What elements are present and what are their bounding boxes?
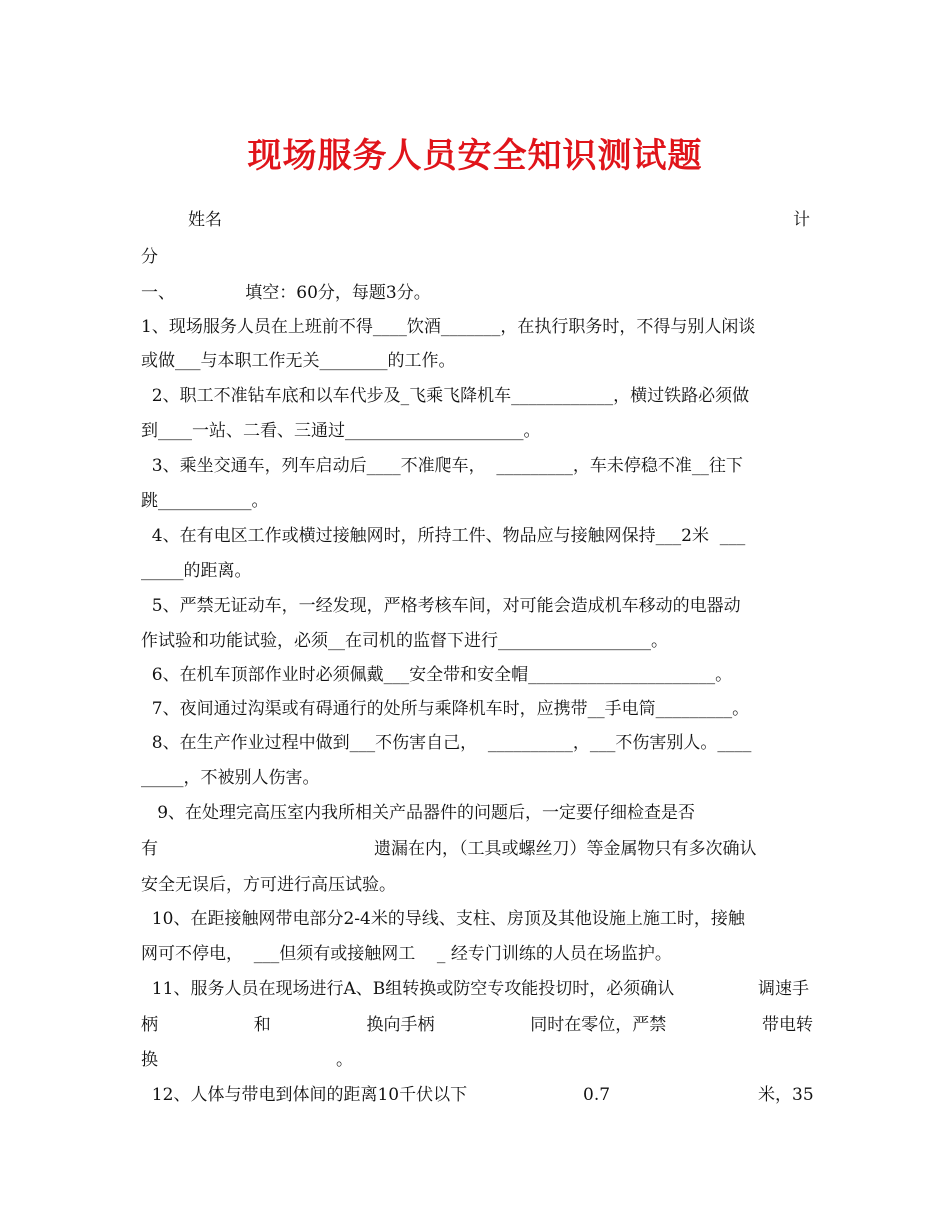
name-label: 姓名 (188, 210, 222, 230)
question-line: 调速手 (758, 979, 809, 999)
question-line: 10、在距接触网带电部分2-4米的导线、支柱、房顶及其他设施上施工时，接触 (141, 909, 745, 929)
question-line: 。 (336, 1050, 353, 1070)
question-line: 6、在机车顶部作业时必须佩戴___安全带和安全帽______________________。 (141, 665, 733, 685)
section-heading: 一、 填空：60分，每题3分。 (141, 283, 431, 303)
question-line: 网可不停电， ___但须有或接触网工 _ 经专门训练的人员在场监护。 (141, 944, 672, 964)
question-line: 9、在处理完高压室内我所相关产品器件的问题后，一定要仔细检查是否 (141, 803, 696, 823)
score-label: 计 (793, 210, 810, 230)
question-line-justified (141, 1014, 813, 1036)
document-title: 现场服务人员安全知识测试题 (247, 136, 703, 176)
question-line: 或做___与本职工作无关________的工作。 (141, 351, 456, 371)
question-line: 7、夜间通过沟渠或有碍通行的处所与乘降机车时，应携带__手电筒_________。 (141, 699, 750, 719)
question-word: 同时在零位，严禁 (530, 1015, 667, 1035)
question-line: 4、在有电区工作或横过接触网时，所持工件、物品应与接触网保持___2米 ___ (141, 526, 746, 546)
question-line: 11、服务人员在现场进行A、B组转换或防空专攻能投切时，必须确认 (141, 979, 675, 999)
question-line: _____的距离。 (141, 561, 252, 581)
question-line: 12、人体与带电到体间的距离10千伏以下 (141, 1085, 468, 1105)
question-line: 米，35 (758, 1085, 814, 1105)
question-line: 安全无误后，方可进行高压试验。 (141, 875, 396, 895)
question-word: 带电转 (762, 1015, 813, 1035)
question-word: 换向手柄 (366, 1015, 435, 1035)
question-line: 5、严禁无证动车，一经发现，严格考核车间，对可能会造成机车移动的电器动 (141, 596, 741, 616)
score-label-wrap: 分 (141, 247, 158, 267)
question-line: _____，不被别人伤害。 (141, 768, 320, 788)
question-line: 2、职工不准钻车底和以车代步及_飞乘飞降机车____________，横过铁路必须做 (141, 386, 750, 406)
question-line: 8、在生产作业过程中做到___不伤害自己， __________，___不伤害别人。____ (141, 733, 752, 753)
question-line: 遗漏在内，（工具或螺丝刀）等金属物只有多次确认 (374, 839, 757, 859)
question-word: 柄 (141, 1015, 158, 1035)
question-line: 跳___________。 (141, 491, 269, 511)
question-line: 1、现场服务人员在上班前不得____饮酒_______，在执行职务时，不得与别人闲谈 (141, 317, 756, 337)
question-line: 到____一站、二看、三通过_____________________。 (141, 421, 541, 441)
question-line: 换 (141, 1050, 158, 1070)
question-line: 作试验和功能试验，必须__在司机的监督下进行__________________。 (141, 631, 668, 651)
question-line: 3、乘坐交通车，列车启动后____不准爬车， _________，车未停稳不准__往下 (141, 456, 743, 476)
question-line: 有 (141, 839, 158, 859)
question-word: 和 (253, 1015, 271, 1035)
question-line: 0.7 (583, 1085, 611, 1105)
